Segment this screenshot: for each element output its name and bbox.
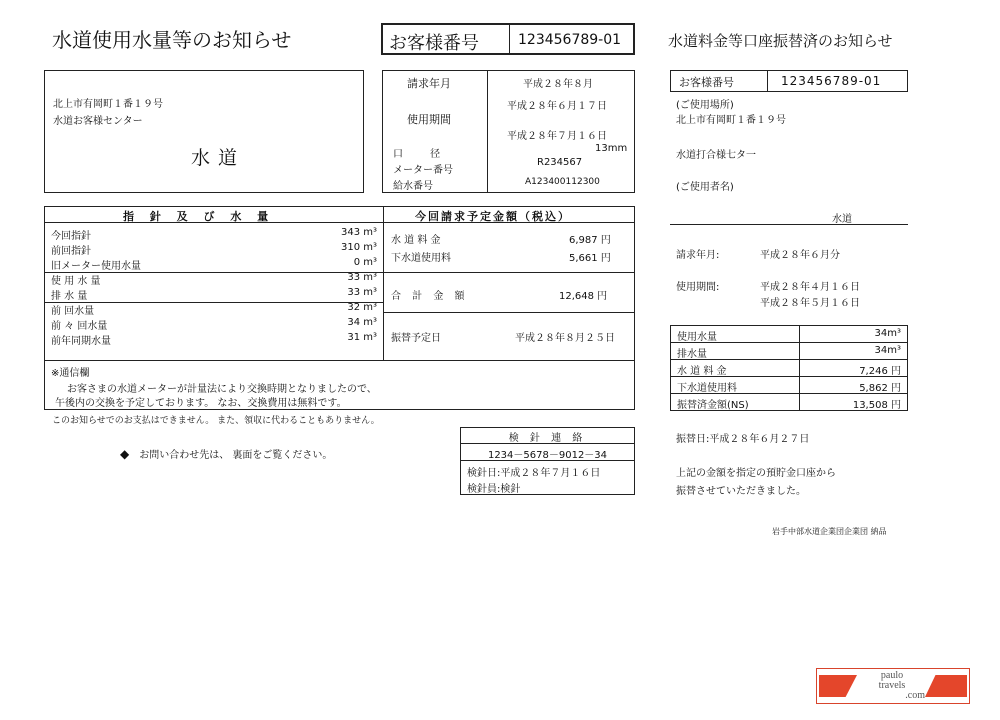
reading-label: 前回指針 xyxy=(51,246,91,257)
summary-label: 振替済金額(NS) xyxy=(677,400,749,411)
reader-header: 検 針 連 絡 xyxy=(508,433,587,444)
summary-value: 34m³ xyxy=(874,328,901,339)
logo-line3: .com xyxy=(905,690,925,701)
billing-month-value: 平成２８年８月 xyxy=(523,79,593,90)
notice-heading: ※通信欄 xyxy=(51,368,90,379)
addressee-name xyxy=(191,143,238,170)
issuer-text: 岩手中部水道企業団企業団 納品 xyxy=(772,527,887,536)
sewer-charge-value: 5,661 円 xyxy=(569,253,611,264)
reading-label: 旧メーター使用水量 xyxy=(51,261,141,272)
right-period-label: 使用期間: xyxy=(676,282,720,293)
notice-footer: このお知らせでのお支払はできません。 また、領収に代わることもありません。 xyxy=(52,416,380,426)
logo-text xyxy=(859,671,925,701)
notice-line2: 午後内の交換を予定しております。 なお、交換費用は無料です。 xyxy=(55,398,347,409)
right-period-to: 平成２８年５月１６日 xyxy=(760,298,860,309)
customer-number-value: 123456789-01 xyxy=(518,32,622,48)
reading-label: 前 々 回水量 xyxy=(51,321,108,332)
period-label: 使用期間 xyxy=(407,113,451,126)
readings-header: 指 針 及 び 水 量 xyxy=(123,210,275,223)
reading-label: 今回指針 xyxy=(51,231,91,242)
account-holder: 水道打合様七タ一 xyxy=(676,150,756,161)
period-from: 平成２８年６月１７日 xyxy=(507,101,607,112)
reading-row xyxy=(51,257,377,272)
summary-value: 7,246 円 xyxy=(859,366,901,377)
total-label: 合 計 金 額 xyxy=(391,291,469,302)
customer-number-label: お客様番号 xyxy=(389,33,479,54)
right-billing-month-value: 平成２８年６月分 xyxy=(760,250,840,261)
right-customer-number-label: お客様番号 xyxy=(679,76,734,89)
reading-row xyxy=(51,272,377,287)
reading-row xyxy=(51,302,377,317)
right-panel-title: 水道料金等口座振替済のお知らせ xyxy=(668,32,893,50)
summary-value: 5,862 円 xyxy=(859,383,901,394)
inquiry-line xyxy=(120,446,332,461)
summary-label: 下水道使用料 xyxy=(677,383,737,394)
location-label: (ご使用場所) xyxy=(676,100,734,111)
period-to: 平成２８年７月１６日 xyxy=(507,131,607,142)
sewer-charge-label: 下水道使用料 xyxy=(391,253,451,264)
tap-number-value: A123400112300 xyxy=(525,177,600,187)
diameter-label: 口 径 xyxy=(393,149,441,160)
reading-label: 使 用 水 量 xyxy=(51,276,101,287)
summary-label: 使用水量 xyxy=(677,332,717,343)
readings-list xyxy=(51,227,377,347)
address-box xyxy=(44,70,364,193)
reader-name: 検針員:検針 xyxy=(467,484,521,495)
user-label: (ご使用者名) xyxy=(676,182,734,193)
charges-header: 今回請求予定金額（税込） xyxy=(415,210,571,223)
reading-label: 前年同期水量 xyxy=(51,336,111,347)
reading-label: 前 回水量 xyxy=(51,306,95,317)
reading-value: 32 m³ xyxy=(347,302,377,313)
readings-charges-box xyxy=(44,206,635,361)
reading-value: 33 m³ xyxy=(347,272,377,283)
transfer-label: 振替予定日 xyxy=(391,333,441,344)
reading-label: 排 水 量 xyxy=(51,291,88,302)
diamond-bullet-icon: ◆ xyxy=(120,447,130,461)
meter-reader-box xyxy=(460,427,635,495)
right-transfer-date: 振替日:平成２８年６月２７日 xyxy=(676,434,810,445)
reading-row xyxy=(51,227,377,242)
right-note-line2: 振替させていただきました。 xyxy=(676,486,806,497)
reading-row xyxy=(51,287,377,302)
meter-number-value: R234567 xyxy=(537,157,583,168)
reading-value: 310 m³ xyxy=(340,242,377,253)
reader-date: 検針日:平成２８年７月１６日 xyxy=(467,468,601,479)
logo-line1: paulo xyxy=(880,670,904,681)
document-title: 水道使用水量等のお知らせ xyxy=(52,28,292,52)
right-customer-number-box xyxy=(670,70,908,92)
inquiry-text: お問い合わせ先は、 裏面をご覧ください。 xyxy=(139,450,333,461)
address-line1: 北上市有岡町１番１９号 xyxy=(53,99,163,110)
water-charge-label: 水 道 料 金 xyxy=(391,235,441,246)
reading-row xyxy=(51,332,377,347)
logo-line2: travels xyxy=(878,680,906,691)
reader-phone: 1234－5678－9012－34 xyxy=(487,450,608,461)
right-note-line1: 上記の金額を指定の預貯金口座から xyxy=(676,468,836,479)
summary-label: 排水量 xyxy=(677,349,707,360)
location-value: 北上市有岡町１番１９号 xyxy=(676,115,786,126)
right-billing-month-label: 請求年月: xyxy=(676,250,720,261)
summary-label: 水 道 料 金 xyxy=(677,366,727,377)
reading-value: 33 m³ xyxy=(347,287,377,298)
transfer-date: 平成２８年８月２５日 xyxy=(515,333,615,344)
reading-value: 0 m³ xyxy=(353,257,377,268)
tap-number-label: 給水番号 xyxy=(393,181,433,192)
logo-stripe-left xyxy=(819,675,857,697)
customer-number-box xyxy=(381,23,635,55)
address-line2: 水道お客様センター xyxy=(53,116,143,127)
meter-number-label: メーター番号 xyxy=(393,165,453,176)
reading-row xyxy=(51,317,377,332)
water-charge-value: 6,987 円 xyxy=(569,235,611,246)
total-value: 12,648 円 xyxy=(559,291,608,302)
reading-value: 34 m³ xyxy=(347,317,377,328)
notice-box xyxy=(44,360,635,410)
reading-row xyxy=(51,242,377,257)
user-name: 水道 xyxy=(832,214,852,225)
right-period-from: 平成２８年４月１６日 xyxy=(760,282,860,293)
notice-line1: お客さまの水道メーターが計量法により交換時期となりましたので、 xyxy=(67,384,377,395)
right-summary-table xyxy=(670,325,908,411)
site-logo[interactable] xyxy=(816,668,970,704)
summary-value: 13,508 円 xyxy=(852,400,901,411)
addressee-text: 水 道 xyxy=(191,147,239,169)
diameter-value: 13mm xyxy=(595,143,628,154)
billing-info-box xyxy=(382,70,635,193)
reading-value: 31 m³ xyxy=(347,332,377,343)
reading-value: 343 m³ xyxy=(340,227,377,238)
summary-value: 34m³ xyxy=(874,345,901,356)
logo-stripe-right xyxy=(925,675,967,697)
right-customer-number-value: 123456789-01 xyxy=(781,74,882,88)
billing-month-label: 請求年月 xyxy=(407,77,451,90)
